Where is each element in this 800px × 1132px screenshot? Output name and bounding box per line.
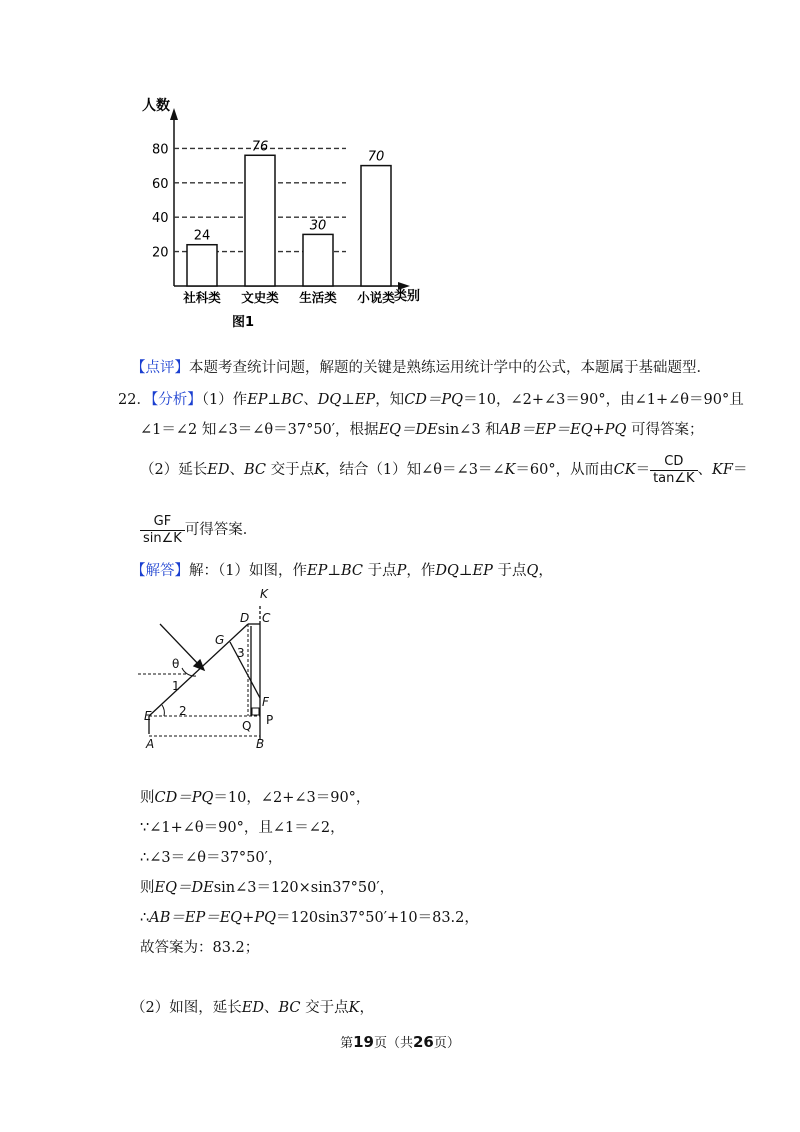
step-7	[131, 998, 374, 1018]
figure-label: 1	[172, 679, 180, 693]
figure-label: A	[146, 737, 155, 751]
step-6	[140, 938, 259, 958]
chart-caption: 图1	[232, 315, 255, 330]
bar-chart	[130, 90, 430, 340]
text: 、	[697, 462, 713, 478]
y-axis-arrow	[170, 108, 178, 120]
angle-2-arc	[162, 705, 164, 716]
bar-value-label: 24	[193, 228, 211, 244]
math: K	[314, 462, 325, 478]
text: sin∠3＝120×sin37°50′，	[213, 880, 395, 896]
fraction-numerator: CD	[650, 454, 697, 471]
text: 于点	[362, 563, 397, 579]
figure-label: Q	[242, 719, 252, 733]
text: 可得答案；	[626, 422, 704, 438]
category-label: 生活类	[299, 290, 337, 305]
figure-label: E	[144, 709, 152, 723]
text: ＝	[635, 462, 651, 478]
text: ，作	[406, 563, 436, 579]
text: ，结合（1）知∠θ＝∠3＝∠	[324, 462, 505, 478]
text: 、	[303, 392, 318, 408]
text: 页）	[433, 1036, 460, 1051]
analysis-line-3	[140, 452, 747, 488]
y-tick-label: 40	[152, 211, 169, 227]
text: （1）作	[201, 392, 248, 408]
text: ∵∠1+∠θ＝90°，且∠1＝∠2，	[140, 820, 345, 836]
y-tick-label: 80	[152, 142, 169, 158]
math: CK	[613, 462, 636, 478]
segment-gf	[230, 642, 260, 698]
math: ED	[207, 462, 230, 478]
analysis-line-4	[140, 512, 257, 548]
math: K	[504, 462, 516, 478]
question-number: 22．	[118, 392, 151, 408]
step-4	[140, 878, 394, 898]
text: 交于点	[265, 462, 315, 478]
math: EQ＝DE	[378, 422, 438, 438]
category-label: 社科类	[183, 290, 221, 305]
review-line	[131, 358, 711, 378]
text: 于点	[492, 563, 527, 579]
text: 故答案为：83.2；	[140, 940, 260, 956]
fraction-gf-sin	[140, 514, 185, 547]
text: ＝60°，从而由	[515, 462, 614, 478]
text: ，	[538, 563, 553, 579]
text: ＝	[732, 462, 748, 478]
text: ＝10，∠2+∠3＝90°，由∠1+∠θ＝90°且	[463, 392, 744, 408]
math: K	[348, 1000, 360, 1016]
text: ，	[359, 1000, 374, 1016]
bar	[303, 234, 333, 286]
text: 、	[263, 1000, 279, 1016]
math: DQ⊥EP	[317, 392, 376, 408]
figure-label: F	[262, 695, 269, 709]
math: EQ＝DE	[154, 880, 214, 896]
math: EP⊥BC	[306, 563, 363, 579]
y-tick-label: 20	[152, 245, 169, 261]
math: P	[396, 563, 407, 579]
text: （2）延长	[140, 462, 208, 478]
figure-label: K	[260, 587, 268, 601]
math: BC	[278, 1000, 301, 1016]
figure-label: C	[262, 611, 271, 625]
x-axis-label: 类别	[394, 289, 421, 304]
math: CD＝PQ	[404, 392, 464, 408]
text: ＝10，∠2+∠3＝90°，	[213, 790, 371, 806]
y-axis-label: 人数	[142, 98, 170, 114]
text: 页（共	[373, 1036, 413, 1051]
text: ＝120sin37°50′+10＝83.2，	[275, 910, 479, 926]
analysis-line-2	[140, 420, 704, 440]
slope-ed	[149, 624, 248, 716]
text: 则	[140, 880, 155, 896]
text: ∠1＝∠2 知∠3＝∠θ＝37°50′，根据	[140, 422, 379, 438]
step-1	[140, 788, 370, 808]
bar	[361, 166, 391, 286]
right-angle-mark	[252, 708, 259, 715]
review-tag: 【点评】	[131, 360, 189, 376]
math: KF	[712, 462, 733, 478]
math: BC	[243, 462, 266, 478]
math: ED	[241, 1000, 264, 1016]
solution-line-1	[131, 561, 553, 581]
math: EP⊥BC	[247, 392, 304, 408]
text: ∴∠3＝∠θ＝37°50′，	[140, 850, 283, 866]
text: 可得答案．	[184, 522, 258, 538]
solution-tag: 【解答】	[131, 563, 189, 579]
figure-label: B	[256, 737, 265, 751]
step-2	[140, 818, 345, 838]
text: （2）如图，延长	[131, 1000, 242, 1016]
figure-label: G	[215, 633, 225, 647]
y-tick-label: 60	[152, 176, 169, 192]
page-footer	[0, 1032, 800, 1051]
page-number: 19	[353, 1033, 374, 1051]
text: 第	[340, 1036, 354, 1051]
math: CD＝PQ	[154, 790, 214, 806]
text: ∴	[140, 910, 150, 926]
incoming-ray	[160, 624, 202, 668]
analysis-line-1	[118, 390, 744, 410]
figure-label: P	[266, 713, 274, 727]
bar-value-label: 70	[367, 149, 385, 165]
step-5	[140, 908, 479, 928]
category-label: 小说类	[357, 290, 395, 305]
fraction-cd-tan	[650, 454, 697, 487]
math: AB＝EP＝EQ+PQ	[499, 422, 627, 438]
math: DQ⊥EP	[435, 563, 493, 579]
math: Q	[526, 563, 539, 579]
text: 解：（1）如图，作	[189, 563, 307, 579]
category-label: 文史类	[241, 290, 279, 305]
bar-value-label: 76	[251, 139, 269, 155]
fraction-denominator: sin∠K	[143, 530, 182, 546]
text: ，知	[375, 392, 405, 408]
figure-label: 2	[179, 704, 187, 718]
figure-label: D	[240, 611, 250, 625]
geometry-figure	[138, 584, 288, 754]
total-pages: 26	[413, 1033, 434, 1051]
text: 、	[229, 462, 244, 478]
analysis-tag: 【分析】	[150, 392, 202, 408]
text: 交于点	[300, 1000, 349, 1016]
step-3	[140, 848, 282, 868]
text: sin∠3 和	[437, 422, 500, 438]
fraction-denominator: tan∠K	[653, 470, 695, 486]
bar-value-label: 30	[309, 218, 327, 234]
figure-label: θ	[172, 657, 180, 671]
fraction-numerator: GF	[140, 514, 185, 531]
bar	[187, 245, 217, 286]
text: 则	[140, 790, 155, 806]
figure-label: 3	[237, 646, 245, 660]
bar	[245, 155, 275, 286]
math: AB＝EP＝EQ+PQ	[149, 910, 276, 926]
review-text: 本题考查统计问题，解题的关键是熟练运用统计学中的公式，本题属于基础题型．	[189, 360, 711, 376]
